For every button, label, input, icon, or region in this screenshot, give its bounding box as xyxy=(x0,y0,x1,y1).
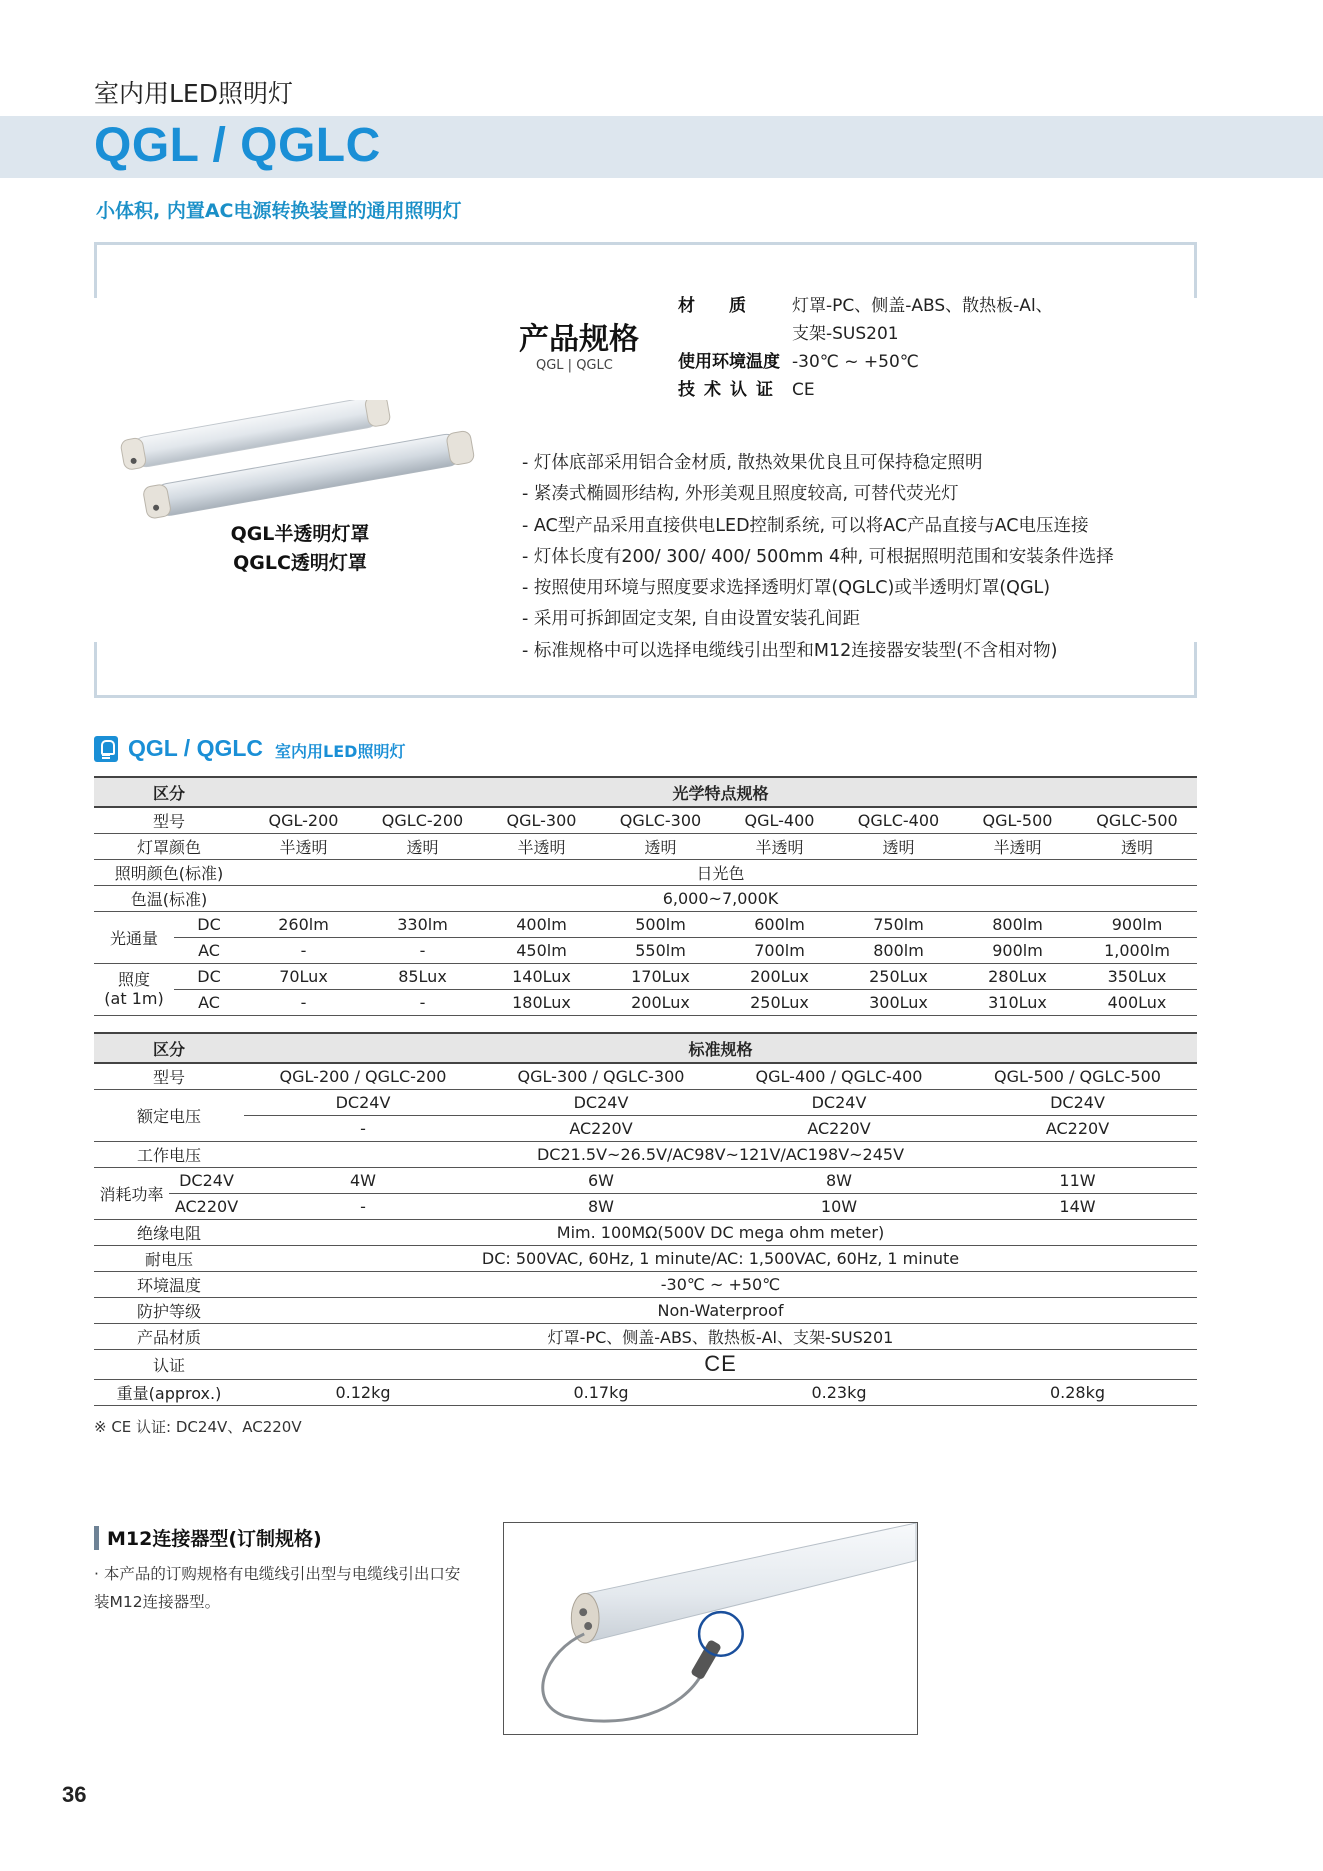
table-row xyxy=(94,911,1197,937)
cell: QGL-300 / QGLC-300 xyxy=(482,1063,720,1089)
table-row xyxy=(94,989,1197,1015)
illum-label: 照度 xyxy=(117,970,150,989)
table-row xyxy=(94,1063,1197,1089)
cell: 300Lux xyxy=(839,989,958,1015)
cell: 600lm xyxy=(720,911,839,937)
cell: - xyxy=(244,1115,482,1141)
table-row xyxy=(94,833,1197,859)
cell: 85Lux xyxy=(363,963,482,989)
ce-mark-icon: CE xyxy=(704,1351,737,1376)
section-header xyxy=(94,735,405,762)
table-row xyxy=(94,963,1197,989)
cell: QGL-200 xyxy=(244,807,363,833)
cell: 透明 xyxy=(839,833,958,859)
ce-mark-cell xyxy=(244,1349,1197,1379)
table-row xyxy=(94,885,1197,911)
row-label: 光通量 xyxy=(94,911,174,963)
cell: 310Lux xyxy=(958,989,1077,1015)
cell: DC: 500VAC, 60Hz, 1 minute/AC: 1,500VAC, 60Hz, 1 minute xyxy=(244,1245,1197,1271)
m12-accent-bar xyxy=(94,1526,99,1550)
cell: 6W xyxy=(482,1167,720,1193)
cell: 700lm xyxy=(720,937,839,963)
feature-item: - 标准规格中可以选择电缆线引出型和M12连接器安装型(不含相对物) xyxy=(522,636,1114,667)
sub-label: AC220V xyxy=(169,1193,244,1219)
spec-key: 技术认证 xyxy=(678,380,782,400)
cell: 4W xyxy=(244,1167,482,1193)
spec-value: 支架-SUS201 xyxy=(792,324,899,344)
sub-label: DC xyxy=(174,963,244,989)
spec-key xyxy=(678,320,792,348)
cell: 0.23kg xyxy=(720,1379,958,1405)
page-number: 36 xyxy=(62,1782,87,1807)
sub-label: DC24V xyxy=(169,1167,244,1193)
m12-header xyxy=(94,1524,322,1551)
cell: 透明 xyxy=(363,833,482,859)
cell: QGLC-500 xyxy=(1077,807,1197,833)
feature-item: - AC型产品采用直接供电LED控制系统, 可以将AC产品直接与AC电压连接 xyxy=(522,511,1114,542)
caption-line-1: QGL半透明灯罩 xyxy=(230,523,370,545)
page-subtitle: 小体积, 内置AC电源转换装置的通用照明灯 xyxy=(96,200,462,222)
cell: 11W xyxy=(958,1167,1197,1193)
cell: AC220V xyxy=(720,1115,958,1141)
cell: 750lm xyxy=(839,911,958,937)
m12-title: M12连接器型(订制规格) xyxy=(107,1528,322,1550)
cell: 350Lux xyxy=(1077,963,1197,989)
cell: QGL-300 xyxy=(482,807,601,833)
table-row xyxy=(94,1167,1197,1193)
spec-row xyxy=(678,320,1053,348)
table-row xyxy=(94,1141,1197,1167)
cell: 0.12kg xyxy=(244,1379,482,1405)
table-row xyxy=(94,807,1197,833)
header-cell: 标准规格 xyxy=(244,1033,1197,1063)
header-cell: 区分 xyxy=(94,777,244,807)
sub-label: DC xyxy=(174,911,244,937)
category-label: 室内用LED照明灯 xyxy=(94,79,293,108)
cell: Mim. 100MΩ(500V DC mega ohm meter) xyxy=(244,1219,1197,1245)
row-label: 重量(approx.) xyxy=(94,1379,244,1405)
spec-value: CE xyxy=(792,380,815,400)
cell: 140Lux xyxy=(482,963,601,989)
cell: 900lm xyxy=(1077,911,1197,937)
cell: 8W xyxy=(482,1193,720,1219)
spec-row xyxy=(678,376,1053,404)
cell: 250Lux xyxy=(839,963,958,989)
spec-list xyxy=(678,292,1053,404)
lamp-caption xyxy=(200,520,400,578)
cell: 0.17kg xyxy=(482,1379,720,1405)
cell: QGL-400 xyxy=(720,807,839,833)
row-label: 环境温度 xyxy=(94,1271,244,1297)
cell: -30℃ ~ +50℃ xyxy=(244,1271,1197,1297)
table-row xyxy=(94,859,1197,885)
cell: QGL-500 xyxy=(958,807,1077,833)
m12-description: · 本产品的订购规格有电缆线引出型与电缆线引出口安装M12连接器型。 xyxy=(94,1565,461,1611)
cell: QGLC-200 xyxy=(363,807,482,833)
header-cell: 区分 xyxy=(94,1033,244,1063)
cell: - xyxy=(363,989,482,1015)
cell: 半透明 xyxy=(482,833,601,859)
cell: DC24V xyxy=(720,1089,958,1115)
cell: 70Lux xyxy=(244,963,363,989)
cell: 400lm xyxy=(482,911,601,937)
header-cell: 光学特点规格 xyxy=(244,777,1197,807)
row-label: 认证 xyxy=(94,1349,244,1379)
cell: 透明 xyxy=(601,833,720,859)
standard-spec-table xyxy=(94,1032,1197,1406)
feature-item: - 按照使用环境与照度要求选择透明灯罩(QGLC)或半透明灯罩(QGL) xyxy=(522,573,1114,604)
row-label: 绝缘电阻 xyxy=(94,1219,244,1245)
spec-key: 材 质 xyxy=(678,296,746,316)
spec-value: -30℃ ~ +50℃ xyxy=(792,352,919,372)
table-row xyxy=(94,1297,1197,1323)
cell: 10W xyxy=(720,1193,958,1219)
cell: 800lm xyxy=(839,937,958,963)
row-label: 防护等级 xyxy=(94,1297,244,1323)
cell: 日光色 xyxy=(244,859,1197,885)
cell: - xyxy=(244,1193,482,1219)
sub-label: AC xyxy=(174,937,244,963)
feature-item: - 紧凑式椭圆形结构, 外形美观且照度较高, 可替代荧光灯 xyxy=(522,479,1114,510)
cell: 400Lux xyxy=(1077,989,1197,1015)
row-label: 工作电压 xyxy=(94,1141,244,1167)
spec-subheading: QGL | QGLC xyxy=(536,358,613,373)
cell: DC24V xyxy=(482,1089,720,1115)
caption-line-2: QGLC透明灯罩 xyxy=(233,552,367,574)
row-label: 耐电压 xyxy=(94,1245,244,1271)
row-label: 型号 xyxy=(94,807,244,833)
table-header-row xyxy=(94,777,1197,807)
cell: QGL-200 / QGLC-200 xyxy=(244,1063,482,1089)
feature-list xyxy=(522,448,1114,667)
cell: 半透明 xyxy=(958,833,1077,859)
cell: 260lm xyxy=(244,911,363,937)
cell: QGL-400 / QGLC-400 xyxy=(720,1063,958,1089)
cell: 8W xyxy=(720,1167,958,1193)
spec-value: 灯罩-PC、侧盖-ABS、散热板-Al、 xyxy=(792,296,1053,316)
table-row xyxy=(94,1271,1197,1297)
cell: 800lm xyxy=(958,911,1077,937)
cell: 6,000~7,000K xyxy=(244,885,1197,911)
spec-key: 使用环境温度 xyxy=(678,352,780,372)
cell: - xyxy=(363,937,482,963)
cell: 180Lux xyxy=(482,989,601,1015)
spec-heading: 产品规格 xyxy=(519,322,639,357)
cell: 14W xyxy=(958,1193,1197,1219)
table-row xyxy=(94,1219,1197,1245)
cell: 200Lux xyxy=(720,963,839,989)
cell: DC24V xyxy=(958,1089,1197,1115)
cell: - xyxy=(244,989,363,1015)
cell: 灯罩-PC、侧盖-ABS、散热板-Al、支架-SUS201 xyxy=(244,1323,1197,1349)
table-row xyxy=(94,1193,1197,1219)
optical-spec-table xyxy=(94,776,1197,1016)
table-row xyxy=(94,937,1197,963)
cell: Non-Waterproof xyxy=(244,1297,1197,1323)
cell: QGL-500 / QGLC-500 xyxy=(958,1063,1197,1089)
cell: 0.28kg xyxy=(958,1379,1197,1405)
cell: QGLC-400 xyxy=(839,807,958,833)
m12-connector-image xyxy=(503,1522,918,1735)
cell: DC24V xyxy=(244,1089,482,1115)
lamp-product-image xyxy=(120,400,480,520)
table-row xyxy=(94,1349,1197,1379)
cell: - xyxy=(244,937,363,963)
table-header-row xyxy=(94,1033,1197,1063)
row-label: 型号 xyxy=(94,1063,244,1089)
row-label xyxy=(94,963,174,1015)
cell: 170Lux xyxy=(601,963,720,989)
cell: 450lm xyxy=(482,937,601,963)
row-label: 产品材质 xyxy=(94,1323,244,1349)
cell: 250Lux xyxy=(720,989,839,1015)
spec-row xyxy=(678,292,1053,320)
cell: 550lm xyxy=(601,937,720,963)
row-label: 色温(标准) xyxy=(94,885,244,911)
cell: 900lm xyxy=(958,937,1077,963)
cell: 半透明 xyxy=(244,833,363,859)
feature-item: - 采用可拆卸固定支架, 自由设置安装孔间距 xyxy=(522,604,1114,635)
bulb-icon xyxy=(94,736,118,762)
cell: AC220V xyxy=(482,1115,720,1141)
row-label: 额定电压 xyxy=(94,1089,244,1141)
sub-label: AC xyxy=(174,989,244,1015)
row-label: 照明颜色(标准) xyxy=(94,859,244,885)
section-subtitle: 室内用LED照明灯 xyxy=(275,742,406,761)
cell: QGLC-300 xyxy=(601,807,720,833)
cell: 280Lux xyxy=(958,963,1077,989)
cell: DC21.5V~26.5V/AC98V~121V/AC198V~245V xyxy=(244,1141,1197,1167)
cell: 1,000lm xyxy=(1077,937,1197,963)
illum-label-sub: (at 1m) xyxy=(104,989,164,1008)
cell: AC220V xyxy=(958,1115,1197,1141)
table-row xyxy=(94,1115,1197,1141)
footnote: ※ CE 认证: DC24V、AC220V xyxy=(94,1418,302,1436)
table-row xyxy=(94,1323,1197,1349)
cell: 330lm xyxy=(363,911,482,937)
row-label: 灯罩颜色 xyxy=(94,833,244,859)
table-row xyxy=(94,1245,1197,1271)
cell: 半透明 xyxy=(720,833,839,859)
feature-item: - 灯体长度有200/ 300/ 400/ 500mm 4种, 可根据照明范围和安装条件选择 xyxy=(522,542,1114,573)
row-label: 消耗功率 xyxy=(94,1167,169,1219)
cell: 200Lux xyxy=(601,989,720,1015)
feature-item: - 灯体底部采用铝合金材质, 散热效果优良且可保持稳定照明 xyxy=(522,448,1114,479)
section-title: QGL / QGLC xyxy=(128,735,264,761)
page-title: QGL / QGLC xyxy=(94,119,381,172)
bracket-top xyxy=(94,242,1197,298)
table-row xyxy=(94,1089,1197,1115)
cell: 500lm xyxy=(601,911,720,937)
spec-row xyxy=(678,348,1053,376)
cell: 透明 xyxy=(1077,833,1197,859)
table-row xyxy=(94,1379,1197,1405)
